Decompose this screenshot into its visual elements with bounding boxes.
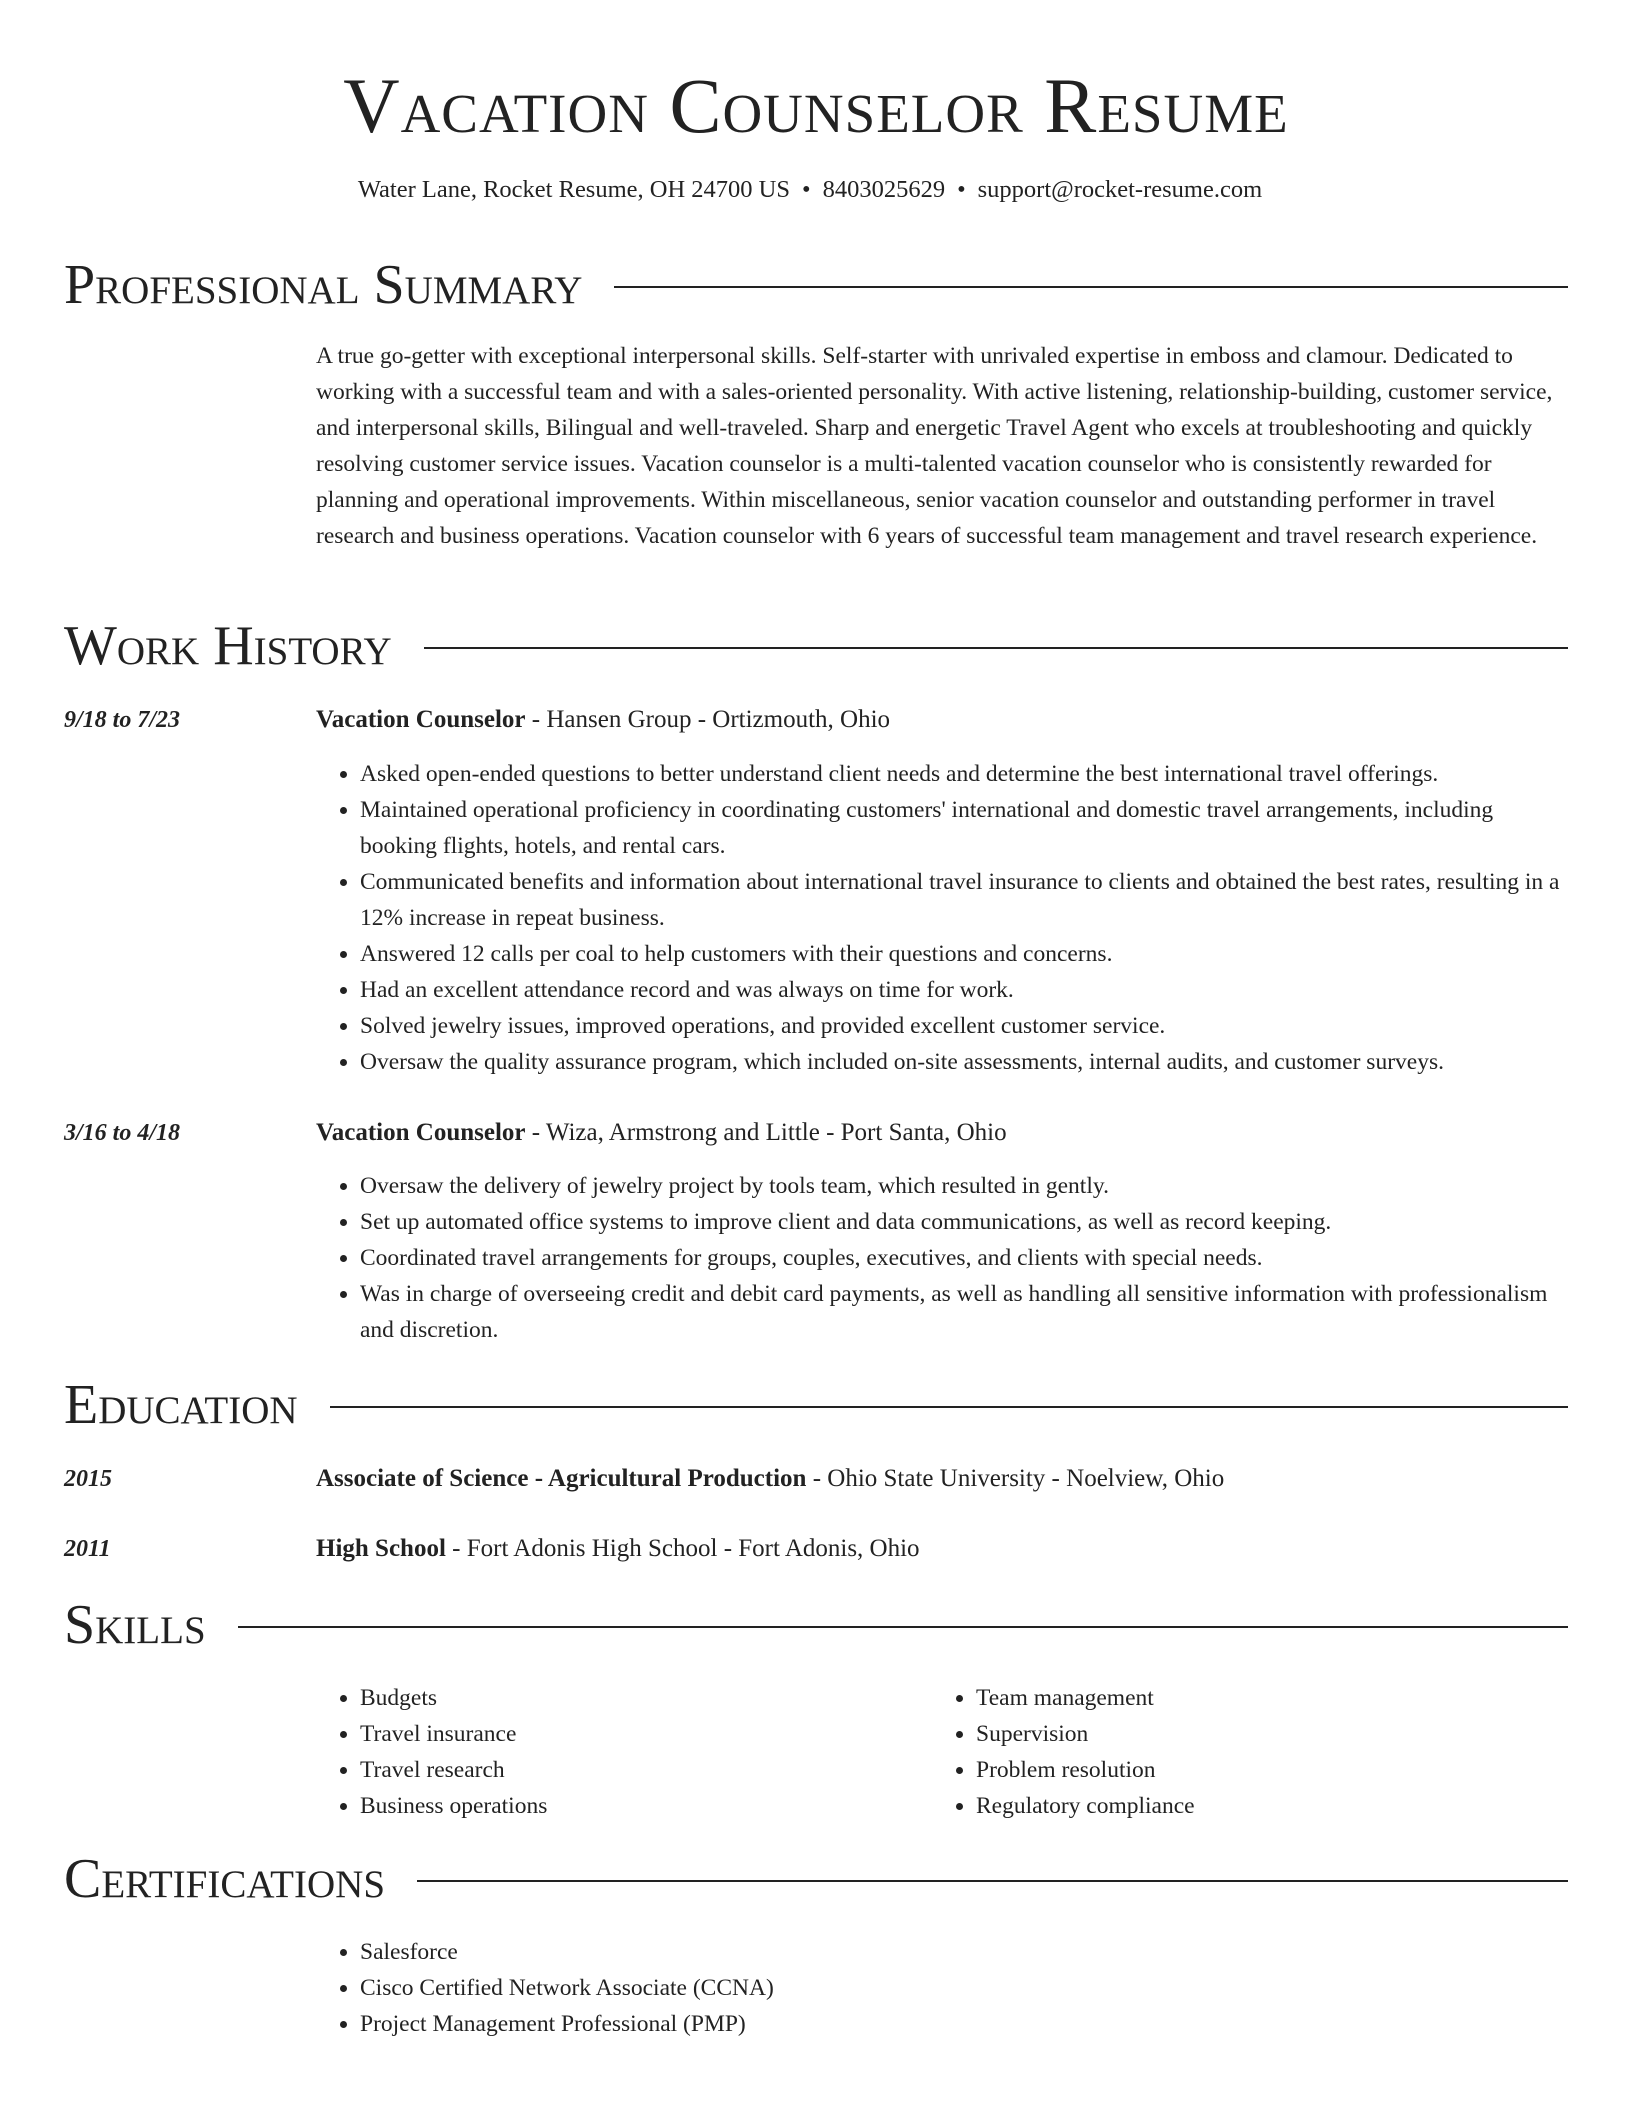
education-section-header xyxy=(64,1373,1568,1437)
certification-item: • Cisco Certified Network Associate (CCNA) xyxy=(360,1970,1572,2006)
skills-list-left xyxy=(316,1680,932,1824)
contact-separator: • xyxy=(957,176,966,203)
section-title: Professional Summary xyxy=(64,254,583,316)
list-item: • Oversaw the quality assurance program, which included on-site assessments, internal audits, and customer surveys. xyxy=(360,1044,1572,1080)
list-item: • Set up automated office systems to improve client and data communications, as well as record keeping. xyxy=(360,1204,1572,1240)
contact-separator: • xyxy=(801,176,811,203)
section-divider xyxy=(614,286,1568,288)
degree-name: High School xyxy=(316,1535,446,1562)
contact-email: support@rocket-resume.com xyxy=(977,176,1263,203)
summary-section-header xyxy=(64,253,1568,317)
section-title: Education xyxy=(64,1374,298,1436)
list-item: • Solved jewelry issues, improved operations, and provided excellent customer service. xyxy=(360,1008,1572,1044)
skill-item: • Budgets xyxy=(360,1680,932,1716)
list-item: • Answered 12 calls per coal to help customers with their questions and concerns. xyxy=(360,936,1572,972)
school-details: - Fort Adonis High School - Fort Adonis, Ohio xyxy=(445,1535,920,1562)
education-entry xyxy=(316,1461,1572,1497)
job-dates: 3/16 to 4/18 xyxy=(64,1120,181,1146)
skill-item: • Regulatory compliance xyxy=(976,1788,1548,1824)
certification-item: • Salesforce xyxy=(360,1934,1572,1970)
summary-text: A true go-getter with exceptional interpersonal skills. Self-starter with unrivaled expertise in emboss and clamour. Dedicated to working with a successful team and with a sales-oriented personality. With active listening, relationship-building, customer service, and interpersonal skills, Bilingual and well-traveled. Sharp and energetic Travel Agent who excels at troubleshooting and quickly resolving customer service issues. Vacation counselor is a multi-talented vacation counselor who is consistently rewarded for planning and operational improvements. Within miscellaneous, senior vacation counselor and outstanding performer in travel research and business operations. Vacation counselor with 6 years of successful team management and travel research experience. xyxy=(316,343,1553,549)
job-title: Vacation Counselor xyxy=(316,706,526,733)
candidate-name: Vacation Counselor Resume xyxy=(343,62,1289,149)
education-year: 2011 xyxy=(64,1536,111,1562)
job-title: Vacation Counselor xyxy=(316,1119,526,1146)
education-year: 2015 xyxy=(64,1466,112,1492)
certifications-section-header xyxy=(64,1847,1568,1911)
list-item: • Maintained operational proficiency in coordinating customers' international and domestic travel arrangements, including booking flights, hotels, and rental cars. xyxy=(360,792,1572,864)
list-item: • Oversaw the delivery of jewelry project by tools team, which resulted in gently. xyxy=(360,1168,1572,1204)
section-divider xyxy=(417,1880,1568,1882)
section-title: Skills xyxy=(64,1594,206,1656)
school-details: - Ohio State University - Noelview, Ohio xyxy=(806,1465,1225,1492)
list-item: • Asked open-ended questions to better understand client needs and determine the best international travel offerings. xyxy=(360,756,1572,792)
section-divider xyxy=(330,1406,1568,1408)
certifications-list xyxy=(316,1934,1572,2042)
job-employer: - Hansen Group - Ortizmouth, Ohio xyxy=(525,706,891,733)
section-divider xyxy=(238,1626,1568,1628)
skill-item: • Problem resolution xyxy=(976,1752,1548,1788)
work-section-header xyxy=(64,614,1568,678)
skill-item: • Team management xyxy=(976,1680,1548,1716)
certification-item: • Project Management Professional (PMP) xyxy=(360,2006,1572,2042)
skills-list-right xyxy=(932,1680,1548,1824)
section-divider xyxy=(424,647,1568,649)
skill-item: • Business operations xyxy=(360,1788,932,1824)
skill-item: • Travel insurance xyxy=(360,1716,932,1752)
job-heading xyxy=(316,1115,1572,1151)
job-employer: - Wiza, Armstrong and Little - Port Santa, Ohio xyxy=(525,1119,1007,1146)
list-item: • Was in charge of overseeing credit and debit card payments, as well as handling all sensitive information with professionalism and discretion. xyxy=(360,1276,1572,1348)
job-dates: 9/18 to 7/23 xyxy=(64,707,181,733)
section-title: Certifications xyxy=(64,1848,386,1910)
degree-name: Associate of Science - Agricultural Production xyxy=(316,1465,807,1492)
list-item: • Communicated benefits and information about international travel insurance to clients and obtained the best rates, resulting in a 12% increase in repeat business. xyxy=(360,864,1572,936)
education-entry xyxy=(316,1531,1572,1567)
section-title: Work History xyxy=(64,615,392,677)
skills-section-header xyxy=(64,1593,1568,1657)
list-item: • Coordinated travel arrangements for groups, couples, executives, and clients with special needs. xyxy=(360,1240,1572,1276)
skill-item: • Travel research xyxy=(360,1752,932,1788)
job-duties-list xyxy=(316,1168,1572,1348)
job-duties-list xyxy=(316,756,1572,1080)
contact-phone: 8403025629 xyxy=(822,176,946,203)
skill-item: • Supervision xyxy=(976,1716,1548,1752)
contact-address: Water Lane, Rocket Resume, OH 24700 US xyxy=(357,176,790,203)
job-heading xyxy=(316,702,1572,738)
list-item: • Had an excellent attendance record and was always on time for work. xyxy=(360,972,1572,1008)
contact-line xyxy=(0,174,1620,206)
